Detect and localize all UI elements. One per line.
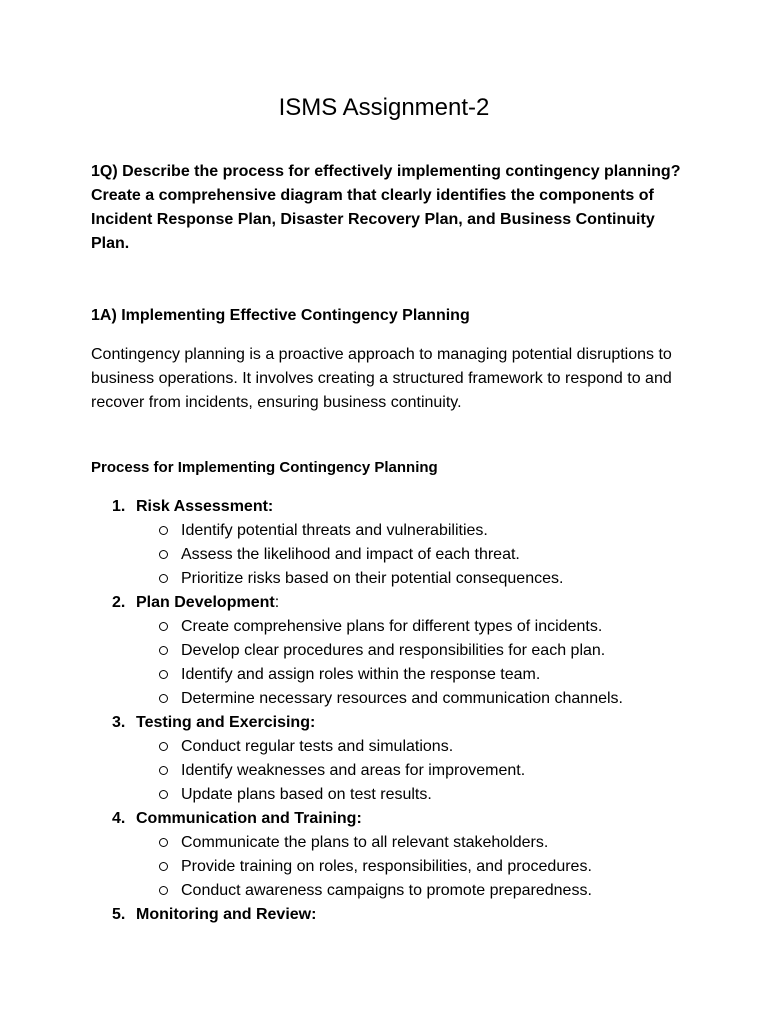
step-label (136, 807, 362, 831)
list-item (0, 519, 768, 543)
answer-heading: 1A) Implementing Effective Contingency Planning (91, 307, 470, 324)
list-item (0, 831, 768, 855)
list-item (0, 639, 768, 663)
list-step (0, 711, 768, 735)
hollow-circle-bullet-icon (159, 862, 168, 871)
question-text: 1Q) Describe the process for effectively implementing contingency planning? Create a comprehensive diagram that clearly identifies the components of Incident Response Plan, Disaster Recovery Plan, and Business Continuity Plan. (91, 163, 681, 252)
list-item-text: Identify potential threats and vulnerabilities. (181, 522, 488, 539)
step-title: Risk Assessment: (136, 498, 274, 515)
list-item-text: Communicate the plans to all relevant stakeholders. (181, 834, 549, 851)
list-step (0, 903, 768, 927)
list-item-text: Assess the likelihood and impact of each threat. (181, 546, 520, 563)
step-label (136, 903, 316, 927)
list-item-text: Update plans based on test results. (181, 786, 432, 803)
step-label (136, 591, 279, 615)
step-title: Monitoring and Review: (136, 906, 317, 923)
step-title-suffix: : (274, 594, 280, 611)
list-item (0, 759, 768, 783)
step-label (136, 711, 315, 735)
list-item-text: Determine necessary resources and communication channels. (181, 690, 623, 707)
hollow-circle-bullet-icon (159, 886, 168, 895)
hollow-circle-bullet-icon (159, 550, 168, 559)
step-number: 1. (112, 498, 126, 515)
list-item (0, 687, 768, 711)
hollow-circle-bullet-icon (159, 742, 168, 751)
list-item-text: Identify and assign roles within the response team. (181, 666, 541, 683)
list-item (0, 855, 768, 879)
step-number: 2. (112, 594, 126, 611)
step-number: 3. (112, 714, 126, 731)
step-title: Testing and Exercising: (136, 714, 316, 731)
hollow-circle-bullet-icon (159, 526, 168, 535)
list-item-text: Conduct regular tests and simulations. (181, 738, 454, 755)
process-heading: Process for Implementing Contingency Planning (91, 459, 438, 476)
list-item (0, 615, 768, 639)
list-item-text: Create comprehensive plans for different types of incidents. (181, 618, 603, 635)
step-number: 5. (112, 906, 126, 923)
list-item-text: Prioritize risks based on their potential consequences. (181, 570, 564, 587)
list-step (0, 807, 768, 831)
list-item (0, 879, 768, 903)
step-title: Communication and Training: (136, 810, 362, 827)
list-item (0, 543, 768, 567)
hollow-circle-bullet-icon (159, 694, 168, 703)
step-title: Plan Development (136, 594, 275, 611)
step-label (136, 495, 273, 519)
list-item-text: Identify weaknesses and areas for improvement. (181, 762, 526, 779)
step-number: 4. (112, 810, 126, 827)
list-item (0, 567, 768, 591)
steps-list (0, 495, 768, 927)
hollow-circle-bullet-icon (159, 574, 168, 583)
hollow-circle-bullet-icon (159, 766, 168, 775)
intro-paragraph: Contingency planning is a proactive approach to managing potential disruptions to business operations. It involves creating a structured framework to respond to and recover from incidents, ensuring business continuity. (91, 346, 672, 411)
list-item-text: Provide training on roles, responsibilities, and procedures. (181, 858, 592, 875)
list-item (0, 735, 768, 759)
list-step (0, 591, 768, 615)
page-title: ISMS Assignment-2 (278, 94, 490, 121)
list-item (0, 663, 768, 687)
hollow-circle-bullet-icon (159, 622, 168, 631)
hollow-circle-bullet-icon (159, 646, 168, 655)
list-item-text: Conduct awareness campaigns to promote preparedness. (181, 882, 592, 899)
list-item-text: Develop clear procedures and responsibilities for each plan. (181, 642, 606, 659)
hollow-circle-bullet-icon (159, 790, 168, 799)
list-step (0, 495, 768, 519)
hollow-circle-bullet-icon (159, 838, 168, 847)
list-item (0, 783, 768, 807)
hollow-circle-bullet-icon (159, 670, 168, 679)
